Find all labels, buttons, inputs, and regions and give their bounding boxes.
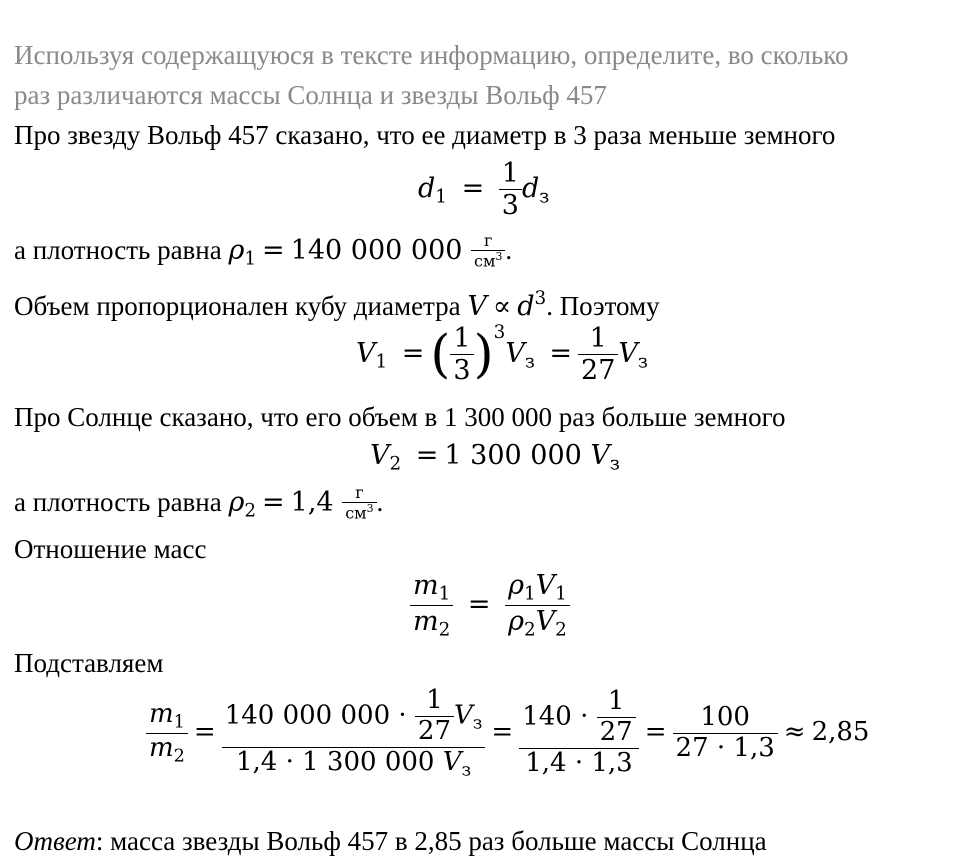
var-rho: ρ — [228, 487, 245, 519]
frac-num — [146, 700, 188, 734]
density-2-formula — [228, 483, 376, 523]
var-v: V — [535, 570, 556, 601]
equation-diameter — [418, 158, 549, 221]
var-m: m — [413, 570, 439, 601]
frac-num — [410, 570, 453, 606]
equation-substitution — [146, 686, 869, 780]
fraction-one-27 — [415, 686, 454, 747]
unit-base: см — [345, 503, 367, 523]
answer-line — [14, 824, 767, 858]
question-line-1: Используя содержащуюся в тексте информацию, определите, во сколько — [14, 40, 849, 70]
unit-num: г — [471, 232, 505, 251]
unit-fraction — [471, 232, 505, 271]
unit-power: 3 — [366, 502, 374, 516]
density-2-text: а плотность равна — [14, 487, 229, 518]
paragraph-substitute: Подставляем — [14, 648, 164, 678]
frac-num: 1 — [450, 323, 473, 355]
sub-2: 2 — [523, 619, 536, 641]
sub-z: з — [524, 351, 535, 373]
var-v: V — [454, 700, 473, 731]
fraction-one-third — [499, 158, 522, 221]
equals-sign: = — [644, 717, 667, 748]
fraction-substitution-3 — [673, 703, 778, 764]
equals-sign: = — [193, 717, 216, 748]
density-1-formula — [228, 231, 505, 271]
power-3: 3 — [493, 322, 506, 343]
var-rho: ρ — [508, 570, 524, 601]
sub-1: 1 — [438, 583, 451, 605]
fraction-one-27 — [578, 323, 618, 386]
answer-text: : масса звезды Вольф 457 в 2,85 раз больше массы Солнца — [95, 826, 767, 856]
fraction-substitution-1 — [222, 686, 486, 780]
equals-sign: = — [262, 487, 285, 519]
num1-coefficient: 140 000 000 · — [224, 700, 407, 731]
paragraph-volume — [14, 282, 660, 324]
volume-proportion — [467, 288, 547, 323]
equals-sign: = — [549, 337, 573, 369]
var-v: V — [442, 746, 462, 777]
equals-sign: = — [467, 588, 491, 620]
fraction-mass — [410, 570, 453, 640]
sub-z: з — [609, 453, 620, 475]
frac-den: 3 — [453, 354, 471, 386]
frac-num: 1 — [415, 686, 454, 717]
equation-mass-ratio — [410, 570, 570, 640]
result-value: 2,85 — [811, 717, 870, 748]
sub-1: 1 — [555, 583, 567, 605]
left-paren: ( — [430, 324, 451, 385]
equals-sign: = — [262, 235, 285, 267]
var-v: V — [590, 440, 610, 471]
equals-sign: = — [415, 440, 439, 471]
frac-den — [410, 606, 453, 641]
frac-num: 1 — [499, 158, 522, 190]
fraction-one-27 — [597, 687, 636, 748]
sub-1: 1 — [244, 248, 257, 270]
frac-den: 3 — [501, 190, 519, 222]
frac-num — [505, 570, 570, 606]
paragraph-diameter: Про звезду Вольф 457 сказано, что ее диаметр в 3 раза меньше земного — [14, 120, 836, 150]
frac-den — [505, 606, 570, 641]
fraction-density-volume — [505, 570, 570, 640]
unit-den — [471, 251, 505, 271]
frac-den: 27 — [581, 354, 616, 386]
equation-volume-1 — [356, 322, 648, 386]
paragraph-sun-volume: Про Солнце сказано, что его объем в 1 300 000 раз больше земного — [14, 402, 786, 432]
unit-fraction — [342, 484, 376, 523]
var-rho: ρ — [508, 605, 524, 637]
sub-2: 2 — [555, 619, 567, 641]
sub-z: з — [539, 186, 550, 208]
num2-value: 140 · — [522, 701, 589, 732]
period: . — [505, 235, 513, 266]
var-v: V — [505, 337, 525, 369]
frac-den — [146, 734, 188, 767]
approx-sign: ≈ — [783, 717, 806, 748]
fraction-mass — [146, 700, 188, 766]
rho2-value: 1,4 — [290, 487, 334, 519]
sub-z: з — [472, 713, 483, 734]
paragraph-mass-ratio: Отношение масс — [14, 534, 207, 564]
fraction-substitution-2 — [519, 687, 639, 779]
equation-volume-2 — [370, 440, 620, 475]
sub-1: 1 — [173, 712, 185, 733]
sub-2: 2 — [389, 453, 402, 475]
volume-text: Объем пропорционален кубу диаметра — [14, 291, 468, 322]
frac-num — [222, 686, 486, 748]
question-line-2: раз различаются массы Солнца и звезды Вольф 457 — [14, 80, 607, 110]
density-1-text: а плотность равна — [14, 235, 229, 266]
frac-den: 27 — [599, 717, 633, 748]
volume-suffix: . Поэтому — [546, 291, 660, 322]
var-m: m — [413, 605, 439, 637]
fraction-one-third — [450, 323, 473, 386]
sub-z: з — [637, 351, 648, 373]
var-m: m — [149, 699, 174, 730]
v2-coefficient: 1 300 000 — [444, 440, 582, 471]
var-v: V — [535, 605, 556, 637]
den3-value: 27 · 1,3 — [675, 732, 775, 763]
var-rho: ρ — [228, 235, 245, 267]
frac-num: 1 — [578, 323, 618, 355]
frac-num: 1 — [597, 687, 636, 718]
answer-label: Ответ — [14, 826, 96, 856]
var-v: V — [356, 337, 376, 369]
sub-1: 1 — [375, 351, 388, 373]
rho1-value: 140 000 000 — [290, 235, 463, 267]
frac-num — [519, 687, 639, 749]
sub-1: 1 — [523, 583, 536, 605]
var-m: m — [149, 732, 174, 763]
paragraph-density-2 — [14, 484, 383, 529]
var-d: d — [418, 173, 436, 205]
den1-value: 1,4 · 1 300 000 — [235, 746, 435, 777]
unit-den — [342, 503, 376, 523]
proportional-sign: ∝ — [492, 291, 512, 323]
frac-den: 27 — [417, 715, 451, 746]
var-d: d — [517, 291, 535, 323]
var-v: V — [370, 440, 390, 471]
unit-power: 3 — [495, 250, 503, 264]
var-v: V — [618, 337, 638, 369]
num3-value: 100 — [673, 703, 778, 734]
den2-value: 1,4 · 1,3 — [525, 748, 633, 779]
power-3: 3 — [534, 288, 547, 309]
period: . — [376, 487, 384, 518]
sub-z: з — [461, 760, 472, 781]
equals-sign: = — [491, 717, 514, 748]
sub-2: 2 — [244, 500, 257, 522]
equals-sign: = — [461, 173, 485, 205]
frac-den — [222, 748, 486, 781]
sub-1: 1 — [435, 186, 447, 208]
equals-sign: = — [401, 337, 425, 369]
unit-base: см — [474, 251, 496, 271]
right-paren: ) — [473, 324, 494, 385]
sub-2: 2 — [173, 746, 185, 766]
paragraph-density-1 — [14, 232, 512, 277]
unit-num: г — [342, 484, 376, 503]
var-d: d — [521, 173, 540, 205]
sub-2: 2 — [438, 619, 451, 641]
var-v: V — [467, 291, 487, 323]
